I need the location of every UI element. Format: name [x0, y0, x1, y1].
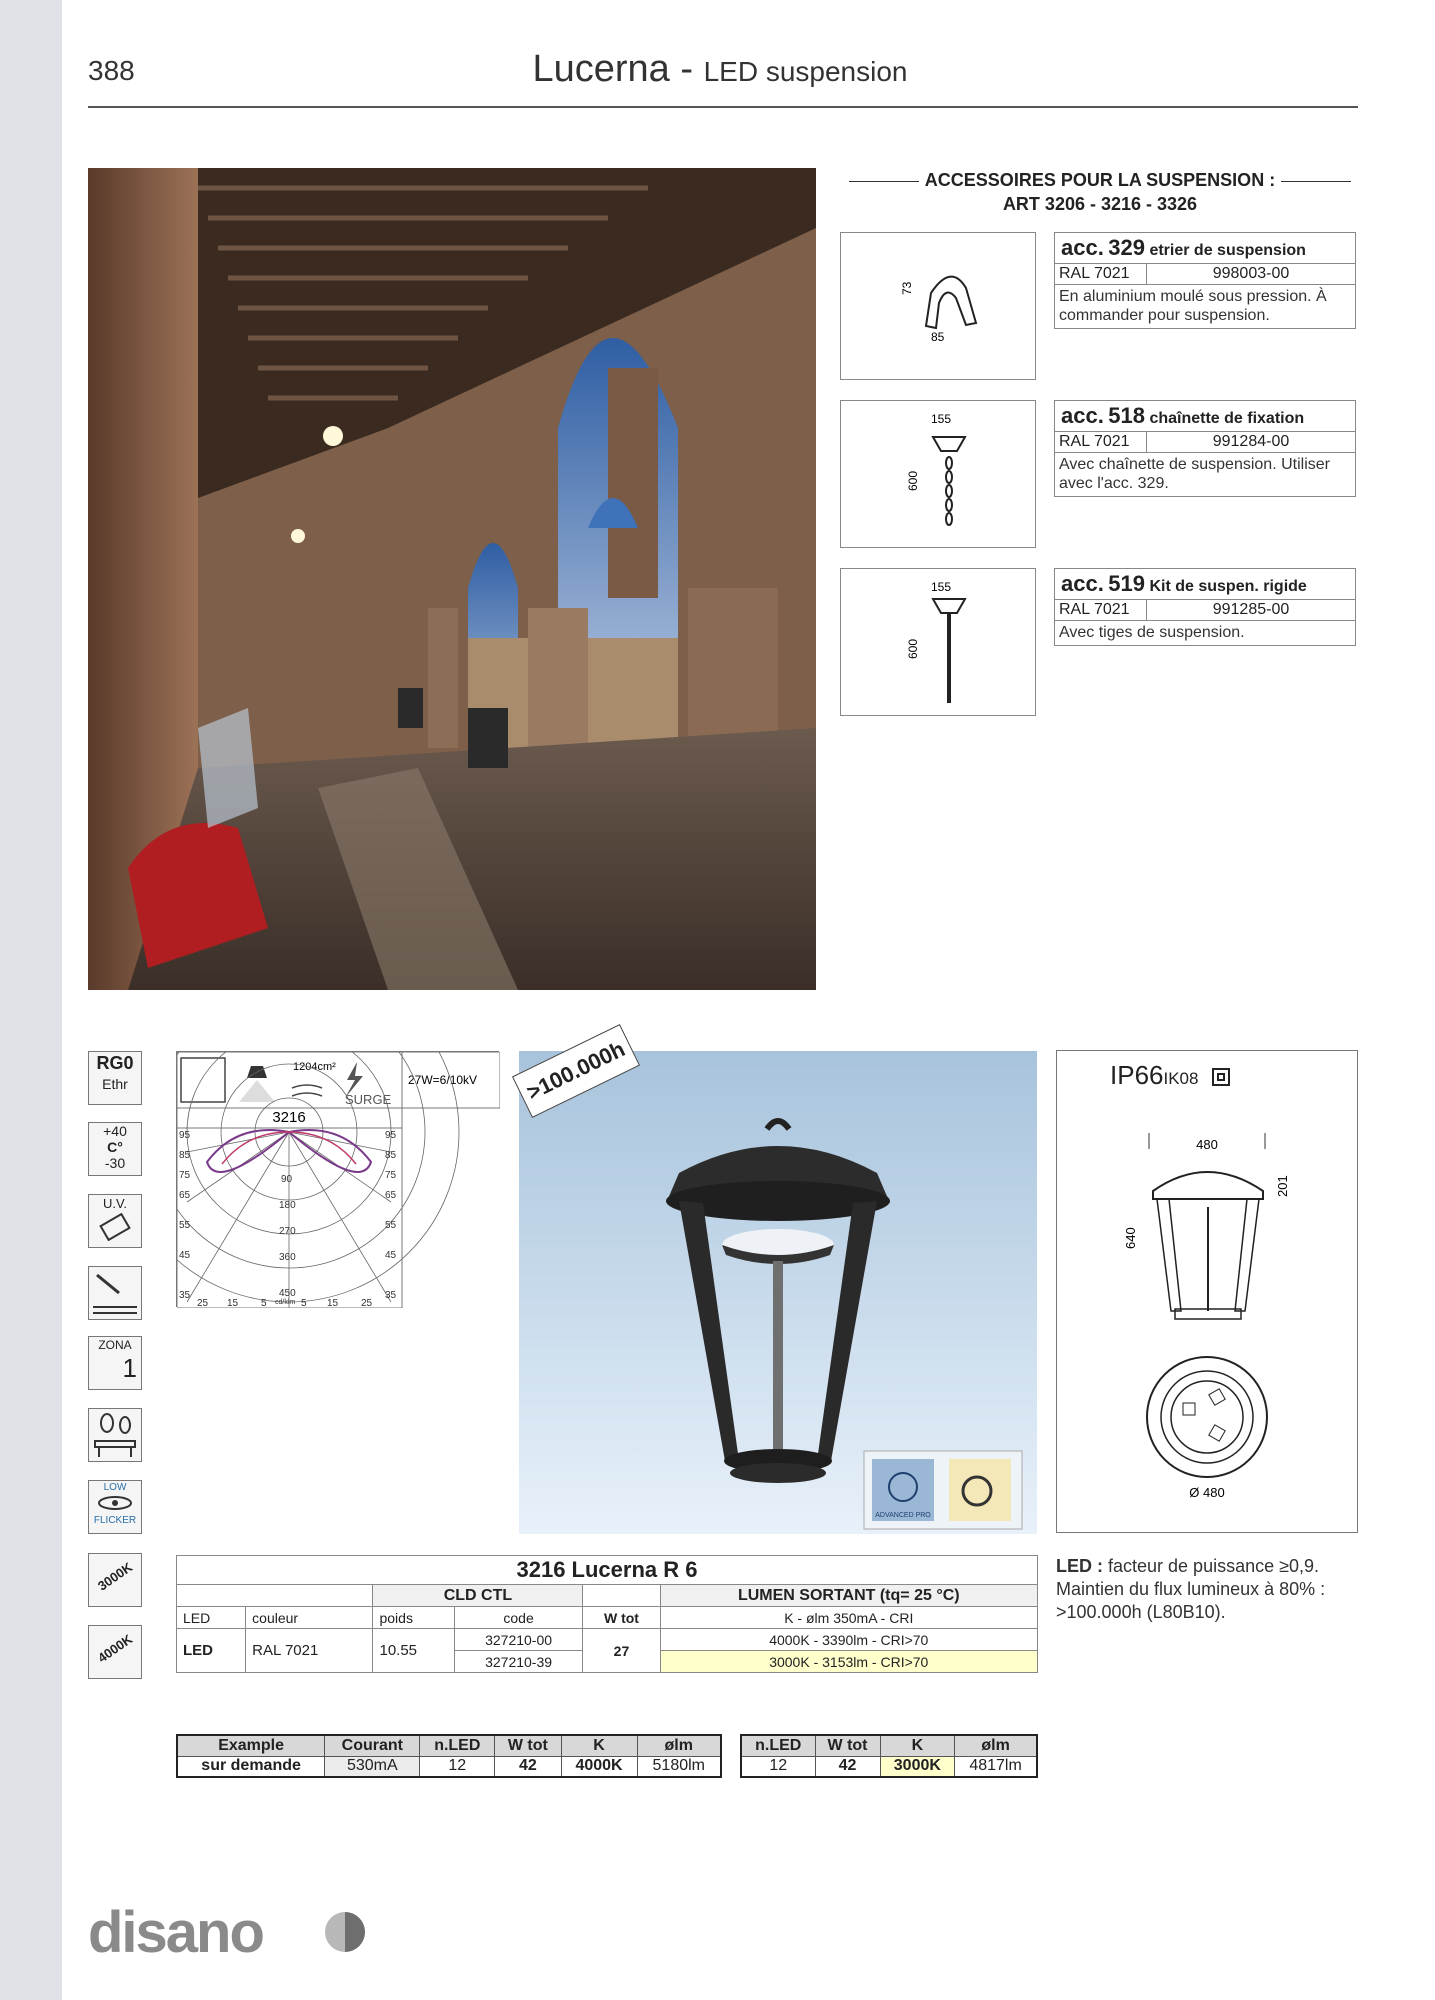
code-1: 327210-00 [454, 1629, 583, 1651]
accessories-heading-line2: ART 3206 - 3216 - 3326 [1002, 194, 1198, 214]
disano-logo [88, 1898, 388, 1960]
uv-icon [88, 1194, 142, 1248]
angle-right-65: 65 [385, 1190, 397, 1201]
ex2-h-wtot: W tot [815, 1735, 880, 1756]
dim-diameter: Ø 480 [1189, 1485, 1225, 1500]
radial-180: 180 [279, 1200, 296, 1211]
acc-519-dim-w: 155 [931, 580, 952, 594]
led-note [1056, 1555, 1358, 1624]
acc-329-card [1054, 232, 1356, 329]
acc-519-number: 519 [1108, 571, 1145, 596]
acc-518-prefix: acc. [1061, 403, 1104, 428]
angle-left-55: 55 [179, 1220, 191, 1231]
spec-table [176, 1555, 1038, 1673]
ex-h-k: K [561, 1735, 637, 1756]
cct-3000k-badge [88, 1553, 142, 1607]
side-band [0, 0, 62, 2000]
ex-h-olm: ølm [637, 1735, 721, 1756]
col-code: code [454, 1607, 583, 1629]
ex2-h-k: K [880, 1735, 955, 1756]
angle-left-65: 65 [179, 1190, 191, 1201]
angle-right-85: 85 [385, 1150, 397, 1161]
ex-wtot: 42 [495, 1756, 561, 1777]
impact-icon [88, 1266, 142, 1320]
row-poids: 10.55 [373, 1629, 454, 1673]
photometric-model: 3216 [272, 1109, 306, 1126]
ex-nled: 12 [420, 1756, 495, 1777]
angle-right-75: 75 [385, 1170, 397, 1181]
angle-right-55: 55 [385, 1220, 397, 1231]
angle-right-35: 35 [385, 1290, 397, 1301]
rg0-label: RG0 [96, 1053, 134, 1073]
low-flicker-icon [88, 1480, 142, 1534]
tick-5-right: 5 [301, 1298, 307, 1308]
accessories-heading [840, 168, 1360, 216]
spec-group-lumen: LUMEN SORTANT (tq= 25 °C) [660, 1585, 1037, 1607]
zona-icon [88, 1336, 142, 1390]
dimension-drawing [1056, 1050, 1358, 1533]
col-led: LED [177, 1607, 246, 1629]
acc-329-code: 998003-00 [1212, 265, 1290, 282]
ex2-nled: 12 [741, 1756, 815, 1777]
ex2-olm: 4817lm [955, 1756, 1037, 1777]
radial-270: 270 [279, 1226, 296, 1237]
temp-high: +40 [103, 1123, 127, 1139]
acc-519-desc: Avec tiges de suspension. [1059, 624, 1245, 641]
led-note-label: LED : [1056, 1556, 1103, 1576]
park-bench-icon [88, 1408, 142, 1462]
ik-value: IK08 [1163, 1069, 1199, 1088]
acc-518-number: 518 [1108, 403, 1145, 428]
page-number: 388 [88, 55, 135, 86]
header-rule [88, 106, 1358, 108]
ex2-k: 3000K [880, 1756, 955, 1777]
col-poids: poids [373, 1607, 454, 1629]
acc-518-dim-w: 155 [931, 412, 952, 426]
ip-rating [1110, 1060, 1230, 1091]
title-main: Lucerna - [532, 48, 694, 90]
ex2-h-nled: n.LED [741, 1735, 815, 1756]
acc-329-number: 329 [1108, 235, 1145, 260]
acc-519-card [1054, 568, 1356, 646]
row-wtot: 27 [583, 1629, 660, 1673]
ex2-wtot: 42 [815, 1756, 880, 1777]
class-ii-icon [1212, 1068, 1230, 1086]
acc-518-drawing [840, 400, 1036, 548]
acc-329-name: etrier de suspension [1149, 242, 1306, 259]
rg0-icon [88, 1051, 142, 1105]
uv-label: U.V. [102, 1196, 128, 1211]
dusk-sensor-icon [949, 1459, 1011, 1521]
dim-head-height: 201 [1275, 1175, 1290, 1197]
ip-value: IP66 [1110, 1060, 1164, 1090]
ex2-h-olm: ølm [955, 1735, 1037, 1756]
cct-3000k-label: 3000K [95, 1559, 135, 1594]
arcade-photo [88, 168, 816, 990]
acc-519-ral: RAL 7021 [1055, 600, 1147, 620]
zona-number: 1 [122, 1353, 137, 1383]
acc-519-dim-h: 600 [906, 638, 920, 659]
acc-329-prefix: acc. [1061, 235, 1104, 260]
brand-text: disano [88, 1900, 263, 1960]
flicker-label: FLICKER [93, 1515, 137, 1526]
lifetime-badge: >100.000h [512, 1024, 640, 1118]
acc-329-drawing [840, 232, 1036, 380]
tick-5-left: 5 [261, 1298, 267, 1308]
row-couleur: RAL 7021 [246, 1629, 373, 1673]
dim-height: 640 [1123, 1227, 1138, 1249]
acc-518-desc: Avec chaînette de suspension. Utiliser avec l'acc. 329. [1059, 456, 1330, 492]
tick-unit: cd/klm [275, 1299, 296, 1306]
acc-519-name: Kit de suspen. rigide [1149, 578, 1307, 595]
title-sub: LED suspension [703, 56, 908, 87]
radial-360: 360 [279, 1252, 296, 1263]
code-2: 327210-39 [454, 1651, 583, 1673]
photometric-box [176, 1051, 499, 1307]
acc-329-dim-w: 85 [931, 330, 945, 344]
power-label: 27W=6/10kV [408, 1073, 478, 1087]
ex-sur-demande: sur demande [177, 1756, 325, 1777]
area-label: 1204cm² [293, 1061, 336, 1073]
angle-left-85: 85 [179, 1150, 191, 1161]
acc-518-code: 991284-00 [1212, 433, 1290, 450]
ex-h-nled: n.LED [420, 1735, 495, 1756]
cct-4000k-badge [88, 1625, 142, 1679]
led-note-text: facteur de puissance ≥0,9. Maintien du flux lumineux à 80% : >100.000h (L80B10). [1056, 1556, 1326, 1622]
tick-25-left: 25 [197, 1298, 209, 1308]
angle-left-95: 95 [179, 1130, 191, 1141]
lumen-1: 4000K - 3390lm - CRI>70 [660, 1629, 1037, 1651]
surge-label: SURGE [345, 1092, 392, 1107]
acc-518-dim-h: 600 [906, 470, 920, 491]
acc-518-card [1054, 400, 1356, 497]
acc-518-name: chaînette de fixation [1149, 410, 1305, 427]
cct-4000k-label: 4000K [95, 1631, 135, 1666]
col-couleur: couleur [246, 1607, 373, 1629]
acc-519-drawing [840, 568, 1036, 716]
acc-329-dim-h: 73 [900, 281, 914, 295]
ex-h-wtot: W tot [495, 1735, 561, 1756]
row-led: LED [177, 1629, 246, 1673]
col-k: K - ølm 350mA - CRI [660, 1607, 1037, 1629]
ex-h-courant: Courant [325, 1735, 420, 1756]
advanced-pro-label: ADVANCED PRO [875, 1512, 931, 1519]
angle-left-35: 35 [179, 1290, 191, 1301]
acc-518-ral: RAL 7021 [1055, 432, 1147, 452]
example-table-2 [740, 1734, 1038, 1778]
product-image [519, 1051, 1037, 1534]
example-table [176, 1734, 722, 1778]
temp-low: -30 [104, 1155, 126, 1171]
acc-519-prefix: acc. [1061, 571, 1104, 596]
temp-unit: C° [107, 1139, 123, 1155]
col-wtot: W tot [583, 1607, 660, 1629]
page-title [400, 48, 1040, 91]
ex-k: 4000K [561, 1756, 637, 1777]
low-label: LOW [103, 1482, 127, 1493]
zona-label: ZONA [98, 1338, 132, 1352]
angle-left-75: 75 [179, 1170, 191, 1181]
lumen-2: 3000K - 3153lm - CRI>70 [660, 1651, 1037, 1673]
tick-15-left: 15 [227, 1298, 239, 1308]
radial-450: 450 [279, 1288, 296, 1299]
acc-519-code: 991285-00 [1212, 601, 1290, 618]
angle-right-45: 45 [385, 1250, 397, 1261]
accessories-heading-line1: ACCESSOIRES POUR LA SUSPENSION : [924, 170, 1276, 190]
ex-olm: 5180lm [637, 1756, 721, 1777]
acc-329-desc: En aluminium moulé sous pression. À commander pour suspension. [1059, 288, 1327, 324]
spec-group-cld: CLD CTL [373, 1585, 583, 1607]
tick-25-right: 25 [361, 1298, 373, 1308]
spec-title: 3216 Lucerna R 6 [177, 1556, 1038, 1585]
ex-h-example: Example [177, 1735, 325, 1756]
temperature-icon [88, 1122, 142, 1176]
acc-329-ral: RAL 7021 [1055, 264, 1147, 284]
ethr-label: Ethr [102, 1076, 128, 1092]
radial-90: 90 [281, 1174, 293, 1185]
ex-courant: 530mA [325, 1756, 420, 1777]
angle-right-95: 95 [385, 1130, 397, 1141]
tick-15-right: 15 [327, 1298, 339, 1308]
angle-left-45: 45 [179, 1250, 191, 1261]
dim-width: 480 [1196, 1137, 1218, 1152]
